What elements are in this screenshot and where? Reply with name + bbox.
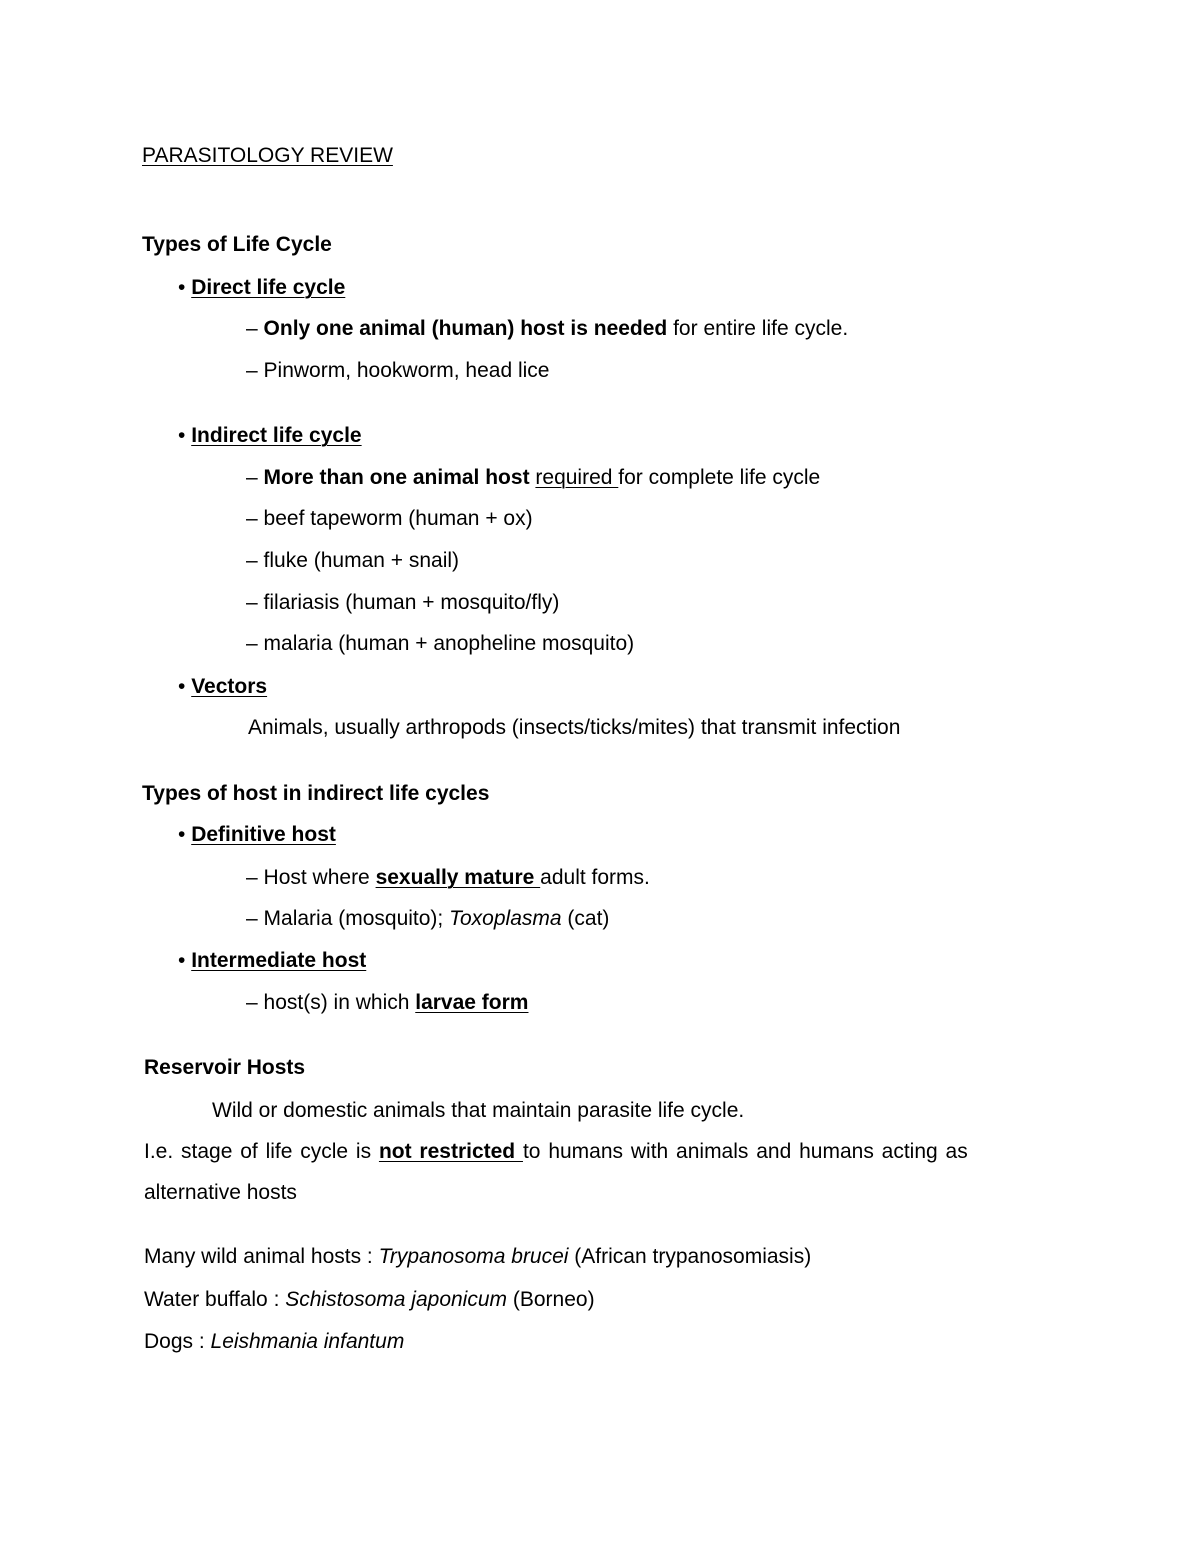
reservoir-example-species: Trypanosoma brucei: [378, 1245, 569, 1268]
direct-life-cycle-label: Direct life cycle: [191, 276, 346, 299]
intermediate-line-1: [246, 990, 528, 1016]
direct-line-2: [246, 358, 549, 384]
reservoir-heading: Reservoir Hosts: [144, 1056, 306, 1079]
intermediate-host-label: Intermediate host: [191, 949, 367, 972]
host-types-heading: Types of host in indirect life cycles: [142, 782, 490, 805]
indirect-life-cycle-item: [178, 423, 362, 449]
reservoir-example-host: Water buffalo :: [144, 1288, 286, 1311]
direct-line-1-bold: Only one animal (human) host is needed: [263, 317, 668, 340]
dash: –: [246, 549, 258, 572]
bullet: •: [178, 675, 186, 698]
indirect-line-1-bold: More than one animal host: [263, 466, 530, 489]
dash: –: [246, 359, 258, 382]
dash: –: [246, 317, 258, 340]
indirect-example-text: fluke (human + snail): [263, 549, 460, 572]
direct-life-cycle-item: [178, 275, 345, 301]
definitive-host-label: Definitive host: [191, 823, 336, 846]
definitive-line-2-species: Toxoplasma: [449, 907, 562, 930]
reservoir-example-host: Dogs :: [144, 1330, 211, 1353]
reservoir-example-note: (African trypanosomiasis): [568, 1245, 812, 1268]
reservoir-definition: Wild or domestic animals that maintain parasite life cycle.: [212, 1099, 745, 1122]
definitive-line-1-pre: Host where: [263, 866, 376, 889]
intermediate-line-1-emph: larvae form: [415, 991, 529, 1014]
bullet: •: [178, 823, 186, 846]
indirect-example-text: filariasis (human + mosquito/fly): [263, 591, 560, 614]
reservoir-example-host: Many wild animal hosts :: [144, 1245, 379, 1268]
definitive-line-2-post: (cat): [561, 907, 610, 930]
definitive-line-1: [246, 865, 650, 891]
direct-line-1: [246, 316, 848, 342]
reservoir-example-species: Schistosoma japonicum: [285, 1288, 508, 1311]
reservoir-example: [144, 1244, 811, 1270]
definitive-line-2-pre: Malaria (mosquito);: [263, 907, 450, 930]
indirect-example: [246, 548, 459, 574]
vectors-label: Vectors: [191, 675, 268, 698]
reservoir-ie-post: to humans with animals and humans acting as: [522, 1140, 968, 1163]
definitive-line-2: [246, 906, 609, 932]
indirect-line-1-underlined: required: [535, 466, 619, 489]
reservoir-example: [144, 1287, 595, 1313]
bullet: •: [178, 424, 186, 447]
dash: –: [246, 907, 258, 930]
dash: –: [246, 866, 258, 889]
bullet: •: [178, 949, 186, 972]
indirect-example-text: malaria (human + anopheline mosquito): [263, 632, 635, 655]
reservoir-ie-pre: I.e. stage of life cycle is: [144, 1140, 379, 1163]
indirect-line-1-rest: for complete life cycle: [618, 466, 821, 489]
definitive-host-item: [178, 822, 336, 848]
reservoir-example-note: (Borneo): [507, 1288, 595, 1311]
reservoir-ie-line: [144, 1139, 968, 1165]
dash: –: [246, 507, 258, 530]
indirect-example: [246, 590, 559, 616]
reservoir-ie-emph: not restricted: [378, 1140, 523, 1163]
intermediate-line-1-pre: host(s) in which: [263, 991, 416, 1014]
indirect-line-1: [246, 465, 820, 491]
direct-line-1-rest: for entire life cycle.: [667, 317, 849, 340]
bullet: •: [178, 276, 186, 299]
indirect-example-text: beef tapeworm (human + ox): [263, 507, 533, 530]
intermediate-host-item: [178, 948, 366, 974]
life-cycle-heading: Types of Life Cycle: [142, 233, 332, 256]
dash: –: [246, 632, 258, 655]
definitive-line-1-post: adult forms.: [540, 866, 650, 889]
definitive-line-1-emph: sexually mature: [375, 866, 541, 889]
document-title: PARASITOLOGY REVIEW: [142, 144, 393, 167]
reservoir-example-species: Leishmania infantum: [210, 1330, 405, 1353]
indirect-example: [246, 631, 634, 657]
indirect-life-cycle-label: Indirect life cycle: [191, 424, 362, 447]
vectors-item: [178, 674, 267, 700]
vectors-description: Animals, usually arthropods (insects/ticks/mites) that transmit infection: [248, 716, 901, 739]
dash: –: [246, 991, 258, 1014]
indirect-example: [246, 506, 533, 532]
reservoir-example: [144, 1329, 404, 1355]
dash: –: [246, 591, 258, 614]
dash: –: [246, 466, 258, 489]
direct-line-2-text: Pinworm, hookworm, head lice: [263, 359, 550, 382]
reservoir-ie-continuation: alternative hosts: [144, 1181, 297, 1204]
